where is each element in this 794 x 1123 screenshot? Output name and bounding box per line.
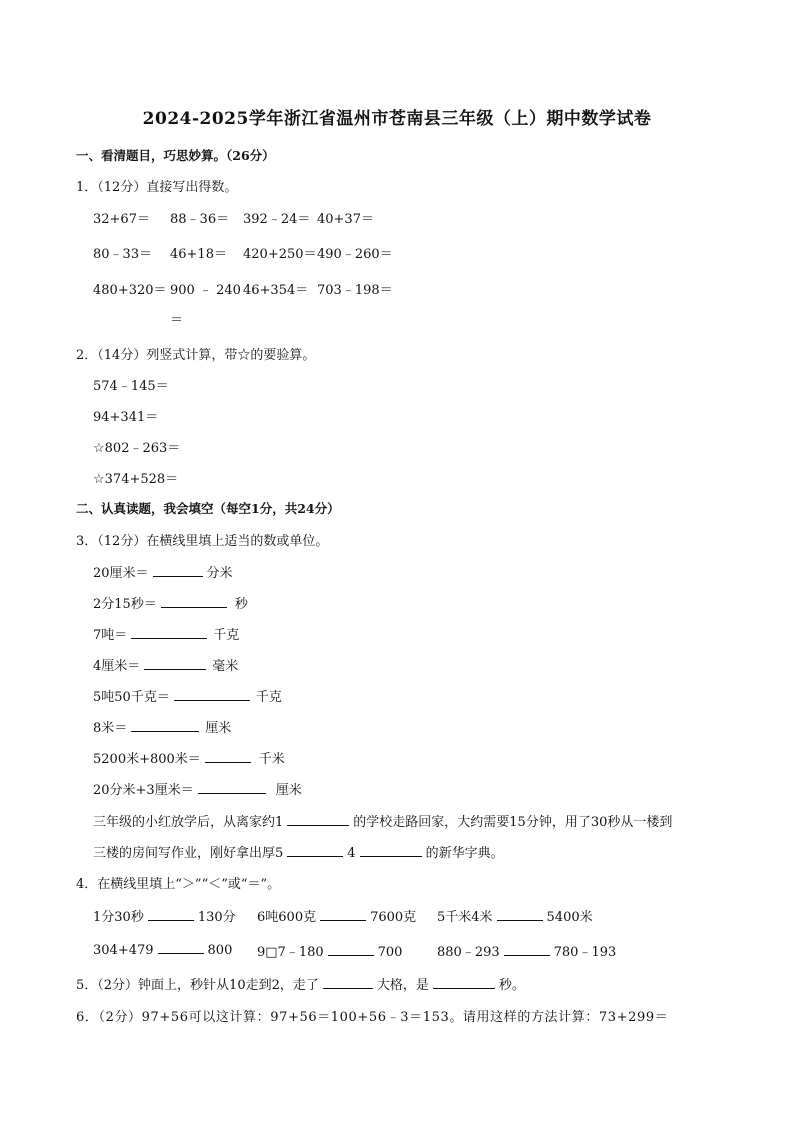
- q3-item-5-pre: 5吨50千克＝: [93, 690, 170, 705]
- q4-r1-i1-right: 130分: [197, 910, 236, 925]
- q5-text-b: 大格，是: [376, 978, 429, 993]
- q5-blank-1[interactable]: [323, 976, 373, 989]
- q3-item-1-blank[interactable]: [153, 564, 203, 577]
- q3-item-5: [93, 686, 282, 705]
- q3-item-6-blank[interactable]: [131, 719, 199, 732]
- q1-r1-c2: 88﹣36＝: [170, 212, 230, 227]
- q2-item-2: 94+341＝: [93, 410, 159, 425]
- q4-r1-i3-right: 5400米: [546, 910, 593, 925]
- q4-r2-i1-left: 304+479: [93, 943, 154, 958]
- q1-r2-c2: 46+18＝: [170, 247, 227, 262]
- q4-r1-i3-left: 5千米4米: [437, 910, 493, 925]
- q1-r2-c1: 80﹣33＝: [93, 247, 153, 262]
- q4-r2-i2-left: 9□7﹣180: [257, 945, 324, 960]
- question-6: 6．（2分）97+56可以这计算：97+56＝100+56﹣3＝153。请用这样的方法计算：73+299＝: [76, 1010, 669, 1025]
- q1-r3-c1: 480+320＝: [93, 283, 167, 298]
- q4-r2-i3-left: 880﹣293: [437, 945, 500, 960]
- q3-item-6: [93, 717, 231, 736]
- q1-r2-c4: 490﹣260＝: [317, 247, 393, 262]
- q5-text-c: 秒。: [498, 978, 525, 993]
- q3-item-5-post: 千克: [255, 690, 282, 705]
- question-4-heading: 4．在横线里填上“＞”“＜”或“＝”。: [76, 877, 281, 892]
- q3-item-6-post: 厘米: [205, 721, 232, 736]
- q3-para-blank-2[interactable]: [287, 844, 343, 857]
- q3-item-3: [93, 624, 239, 643]
- q4-r1-i1-blank[interactable]: [148, 908, 194, 921]
- q3-para-blank-1[interactable]: [287, 813, 349, 826]
- q3-item-8-post: 厘米: [275, 783, 302, 798]
- q1-r1-c3: 392﹣24＝: [243, 212, 311, 227]
- q4-row1-item1: [93, 906, 236, 925]
- q3-item-7-blank[interactable]: [205, 750, 251, 763]
- q3-item-4-blank[interactable]: [144, 657, 206, 670]
- q1-r3-c4: 703﹣198＝: [317, 283, 393, 298]
- q3-item-7-post: 千米: [258, 752, 285, 767]
- q1-r3-c2-continued: ＝: [170, 313, 184, 328]
- q3-item-2-blank[interactable]: [161, 595, 227, 608]
- q2-item-1: 574﹣145＝: [93, 379, 169, 394]
- q3-item-6-pre: 8米＝: [93, 721, 128, 736]
- q3-item-2-post: 秒: [234, 597, 248, 612]
- q3-item-1-post: 分米: [206, 566, 233, 581]
- q3-item-8-blank[interactable]: [198, 781, 266, 794]
- q1-r1-c4: 40+37＝: [317, 212, 374, 227]
- q3-para-l2-b: 4: [347, 846, 356, 861]
- q3-para-l1-a: 三年级的小红放学后，从离家约1: [93, 815, 284, 830]
- q3-paragraph-line-2: [93, 842, 504, 861]
- q3-item-7-pre: 5200米+800米＝: [93, 752, 201, 767]
- q3-item-3-blank[interactable]: [131, 626, 207, 639]
- q3-item-5-blank[interactable]: [174, 688, 250, 701]
- q3-para-blank-3[interactable]: [360, 844, 422, 857]
- question-2-heading: 2．（14分）列竖式计算，带☆的要验算。: [76, 348, 316, 363]
- q4-r1-i2-left: 6吨600克: [257, 910, 317, 925]
- q2-item-4: ☆374+528＝: [93, 472, 179, 487]
- q5-blank-2[interactable]: [433, 976, 495, 989]
- question-5: [76, 974, 525, 993]
- q3-item-3-pre: 7吨＝: [93, 628, 128, 643]
- q4-r1-i1-left: 1分30秒: [93, 910, 144, 925]
- question-1-heading: 1．（12分）直接写出得数。: [76, 180, 238, 195]
- q3-item-4: [93, 655, 238, 674]
- q3-item-4-pre: 4厘米＝: [93, 659, 141, 674]
- q3-item-1-pre: 20厘米＝: [93, 566, 149, 581]
- q4-r1-i3-blank[interactable]: [497, 908, 543, 921]
- q4-r2-i3-blank[interactable]: [504, 943, 550, 956]
- q4-r2-i2-blank[interactable]: [328, 943, 374, 956]
- q4-r1-i2-right: 7600克: [370, 910, 417, 925]
- q4-row1-item2: [257, 906, 416, 925]
- q4-r1-i2-blank[interactable]: [320, 908, 366, 921]
- q5-text-a: 5．（2分）钟面上，秒针从10走到2，走了: [76, 978, 319, 993]
- q1-r3-c3: 46+354＝: [243, 283, 309, 298]
- q3-para-l2-c: 的新华字典。: [425, 846, 504, 861]
- q1-r1-c1: 32+67＝: [93, 212, 150, 227]
- page-title: 2024-2025学年浙江省温州市苍南县三年级（上）期中数学试卷: [142, 109, 652, 129]
- q2-item-3: ☆802﹣263＝: [93, 441, 181, 456]
- q4-row2-item3: [437, 941, 616, 960]
- q4-row2-item1: [93, 941, 232, 958]
- q1-r3-c2: 900 ﹣ 240: [170, 283, 241, 298]
- section-1-heading: 一、看清题目，巧思妙算。（26分）: [76, 148, 275, 163]
- q3-item-8: [93, 779, 302, 798]
- section-2-heading: 二、认真读题，我会填空（每空1分，共24分）: [76, 501, 340, 516]
- q4-row1-item3: [437, 906, 593, 925]
- q4-row2-item2: [257, 941, 402, 960]
- q3-item-8-pre: 20分米+3厘米＝: [93, 783, 194, 798]
- q3-item-3-post: 千克: [213, 628, 240, 643]
- q3-item-1: [93, 562, 233, 581]
- q4-r2-i2-right: 700: [377, 945, 403, 960]
- q3-para-l2-a: 三楼的房间写作业，刚好拿出厚5: [93, 846, 284, 861]
- q4-r2-i3-right: 780﹣193: [553, 945, 617, 960]
- q3-item-2: [93, 593, 248, 612]
- q3-item-4-post: 毫米: [212, 659, 239, 674]
- q3-item-2-pre: 2分15秒＝: [93, 597, 157, 612]
- q4-r2-i1-right: 800: [207, 943, 233, 958]
- q1-r2-c3: 420+250＝: [243, 247, 317, 262]
- q3-item-7: [93, 748, 285, 767]
- q3-para-l1-b: 的学校走路回家，大约需要15分钟，用了30秒从一楼到: [353, 815, 673, 830]
- q4-r2-i1-blank[interactable]: [158, 941, 204, 954]
- q3-paragraph-line-1: [93, 811, 672, 830]
- question-3-heading: 3．（12分）在横线里填上适当的数或单位。: [76, 534, 329, 549]
